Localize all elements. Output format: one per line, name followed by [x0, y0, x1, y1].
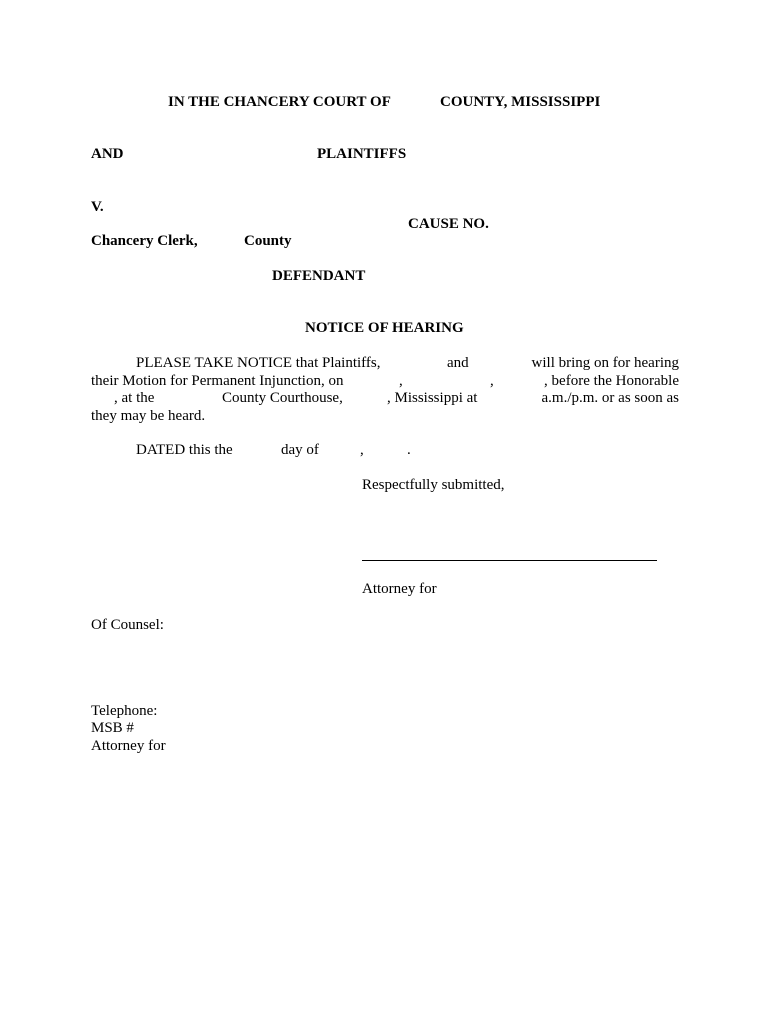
body-text: , [399, 373, 403, 389]
body-text: their Motion for Permanent Injunction, on [91, 373, 344, 389]
dated-text: , [360, 442, 364, 458]
body-text: , Mississippi at [387, 390, 478, 406]
closing-text: Respectfully submitted, [362, 477, 505, 493]
body-text: a.m./p.m. or as soon as [541, 390, 679, 406]
signature-line [362, 560, 657, 561]
dated-text: DATED this the [136, 442, 233, 458]
document-title: NOTICE OF HEARING [305, 320, 464, 336]
counsel-attorney-for-label: Attorney for [91, 738, 166, 754]
body-text: , before the Honorable [544, 373, 679, 389]
defendant-name: Chancery Clerk, [91, 233, 198, 249]
attorney-for-label: Attorney for [362, 581, 437, 597]
county-state-heading: COUNTY, MISSISSIPPI [440, 94, 601, 110]
cause-no-label: CAUSE NO. [408, 216, 489, 232]
and-label: AND [91, 146, 124, 162]
body-text: they may be heard. [91, 408, 206, 424]
body-text: will bring on for hearing [531, 355, 679, 371]
versus-label: V. [91, 199, 104, 215]
plaintiffs-label: PLAINTIFFS [317, 146, 407, 162]
telephone-label: Telephone: [91, 703, 158, 719]
msb-label: MSB # [91, 720, 134, 736]
of-counsel-label: Of Counsel: [91, 617, 164, 633]
body-text: , [490, 373, 494, 389]
defendant-label: DEFENDANT [272, 268, 366, 284]
body-text: , at the [114, 390, 155, 406]
body-text: County Courthouse, [222, 390, 343, 406]
court-heading: IN THE CHANCERY COURT OF [168, 94, 391, 110]
dated-text: . [407, 442, 411, 458]
defendant-county: County [244, 233, 292, 249]
body-text: PLEASE TAKE NOTICE that Plaintiffs, [136, 355, 381, 371]
body-text: and [447, 355, 469, 371]
dated-text: day of [281, 442, 319, 458]
